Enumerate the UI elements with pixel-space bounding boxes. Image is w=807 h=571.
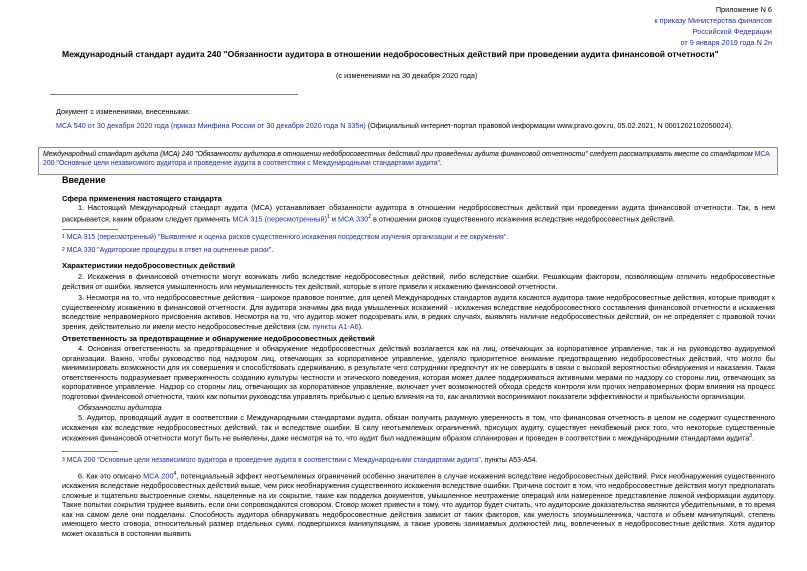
footnote-2 <box>62 248 273 255</box>
fn3-ref[interactable]: 3 <box>749 433 753 440</box>
p5-text-a: 5. Аудитор, проводящий аудит в соответствии с Международными стандартами аудита, обязан получить разумную уверенность в том, что финансовая отчетность в целом не содержит существенного искажения как вследствие недобросовестных действий, так и вследствие ошибки. В силу неотъемлемых ограничений, присущих аудиту, существует неизбежный риск того, что некоторые существенные искажения финансовой отчетности могут быть не выявлены, даже несмотря на то, что аудит был надлежащим образом спланирован и проведен в соответствии с международными стандартами аудита <box>62 413 775 443</box>
fn3-mark: 3 <box>62 457 65 463</box>
fn2-link[interactable]: МСА 330 "Аудиторские процедуры в ответ на оцененные риски" <box>66 247 272 254</box>
mca330-link[interactable]: МСА 330 <box>337 214 369 224</box>
paragraph-4: 4. Основная ответственность за предотвращение и обнаружение недобросовестных действий возлагается как на лиц, отвечающих за корпоративное управление, так и на руководство аудируемой организации. Важно, чтобы руководство под надзором лиц, отвечающих за корпоративное управление, уделяло приоритетное внимание предотвращению недобросовестных действий, что могло бы минимизировать возможности для их совершения и способствовать сдерживанию, в результате чего сотрудники предпочтут их не совершать в связи с высокой вероятностью обнаружения и наказания. Такая ответственность подразумевает приверженность созданию культуры честности и этического поведения, которая может далее поддерживаться активными мерами по надзору со стороны лиц, отвечающих за корпоративное управление. Надзор со стороны лиц, отвечающих за корпоративное управление, включает учет возможностей обхода средств контроля или прочих неправомерных форм влияния на процесс подготовки финансовой отчетности, таких как попытки руководства управлять прибылью с целью влияния на то, как аналитики воспринимают показатели эффективности и прибыльности организации. <box>62 344 775 401</box>
section-auditor-duties: Обязанности аудитора <box>78 403 162 412</box>
section-responsibility: Ответственность за предотвращение и обнаружение недобросовестных действий <box>62 334 375 343</box>
section-scope: Сфера применения настоящего стандарта <box>62 194 222 203</box>
changes-order-link[interactable]: (приказ Минфина России от 30 декабря 2020 года N 335н) <box>170 121 366 130</box>
fn1-mark: 1 <box>62 234 65 240</box>
section-characteristics: Характеристики недобросовестных действий <box>62 261 236 270</box>
footnote-1 <box>62 235 508 242</box>
page-title: Международный стандарт аудита 240 "Обязанности аудитора в отношении недобросовестных действий при проведении аудита финансовой отчетности" <box>62 49 719 59</box>
section-introduction: Введение <box>62 175 106 185</box>
p3-text-a: 3. Несмотря на то, что недобросовестные действия - широкое правовое понятие, для целей Международных стандартов аудита касаются аудитора такие недобросовестные действия, которые приводят к существенному искажению в финансовой отчетности. Для аудитора значимы два вида умышленных искажений - искажения вследствие недобросовестного составления финансовой отчетности и искажения вследствие неправомерного присвоения активов. Несмотря на то, что аудитор может подозревать или, в редких случаях, выявлять наличие недобросовестных действий, он не определяет с правовой точки зрения, действительно ли имели место недобросовестные действия (см. <box>62 293 775 331</box>
note-mca200-link[interactable]: МСА 200 "Основные цели независимого аудитора и проведение аудита в соответствии с Международными стандартами аудита" <box>43 151 770 167</box>
footnote-3 <box>62 458 537 465</box>
paragraph-2: 2. Искажения в финансовой отчетности могут возникать либо вследствие недобросовестных действий, либо вследствие ошибки. Решающим фактором, позволяющим отличить недобросовестные действия от ошибки, является умышленность или неумышленность тех действий, которые в итоге привели к искажению финансовой отчетности. <box>62 272 775 291</box>
p6-text-b: , потенциальный эффект неотъемлемых ограничений особенно значителен в случае искажения вследствие недобросовестных действий. Риск необнаружения существенного искажения вследствие недобросовестных действий выше, чем риск необнаружения существенного искажения вследствие ошибки. Причина состоит в том, что недобросовестные действия могут предполагать сложные и тщательно выстроенные схемы, нацеленные на их сокрытие, такие как подделка документов, умышленное неотражение операций или намеренное представление ложной информации аудитору. Такие попытки сокрытия труднее выявить, если они сопровождаются сговором. Сговор может привести к тому, что аудитор будет считать, что аудиторские доказательства являются убедительными, в то время как на самом деле они подделаны. Способность аудитора обнаруживать недобросовестные действия зависит от таких факторов, как умелость злоумышленника, частота и объем манипуляций, степень имеющего место сговора, относительный размер отдельных сумм, подвергшихся манипуляциям, а также уровень занимаемых должностей лиц, вовлеченных в недобросовестные действия. Хотя аудитор может оказаться в состоянии выявить <box>62 471 775 538</box>
changes-doc-link[interactable]: МСА 540 от 30 декабря 2020 года <box>56 121 169 130</box>
fn4-ref[interactable]: 4 <box>173 471 177 477</box>
p5-text-b: . <box>752 433 755 443</box>
fn2-end: . <box>271 247 274 254</box>
p1-text-c: в отношении рисков существенного искажения вследствие недобросовестных действий. <box>370 214 675 224</box>
fn1-end: . <box>506 234 509 241</box>
p6-mca200-link[interactable]: МСА 200 <box>143 471 174 481</box>
paragraph-3 <box>62 293 775 331</box>
note-prefix: Международный стандарт аудита (МСА) 240 "Обязанности аудитора в отношении недобросовестных действий при проведении аудита финансовой отчетности" следует рассматривать вместе со стандартом <box>43 151 753 158</box>
note-text <box>43 151 773 169</box>
p6-text-a: 6. Как это описано <box>78 471 141 481</box>
paragraph-5 <box>62 413 775 443</box>
paragraph-1 <box>62 203 775 224</box>
mca315-link[interactable]: МСА 315 (пересмотренный) <box>232 214 328 224</box>
appendix-ministry-link[interactable]: Российской Федерации <box>692 27 772 36</box>
changes-portal-text: (Официальный интернет-портал правовой информации www.pravo.gov.ru, 05.02.2021, N 0001202102050024). <box>367 121 734 130</box>
paragraph-6 <box>62 470 775 566</box>
footnote-divider <box>62 229 118 230</box>
changes-label: Документ с изменениями, внесенными: <box>56 107 190 116</box>
fn1-ref[interactable]: 1 <box>327 213 330 220</box>
fn3-text: , пункты А53-А54. <box>480 457 538 464</box>
p1-text-a: 1. Настоящий Международный стандарт аудита (МСА) устанавливает обязанности аудитора в отношении недобросовестных действий при проведении аудита финансовой отчетности. Так, в нем раскрывается, каким образом следует применять <box>62 203 775 224</box>
note-suffix: . <box>440 159 442 167</box>
appendix-number: Приложение N 6 <box>715 5 772 14</box>
appendix-date-link[interactable]: от 9 января 2019 года N 2н <box>680 38 772 47</box>
divider <box>50 94 298 95</box>
p1-text-b: и <box>329 214 336 224</box>
fn3-link[interactable]: МСА 200 "Основные цели независимого аудитора и проведение аудита в соответствии с Международными стандартами аудита" <box>66 457 481 464</box>
page-subtitle: (с изменениями на 30 декабря 2020 года) <box>336 71 478 80</box>
changes-line <box>56 122 733 129</box>
footnote-divider-2 <box>62 451 118 452</box>
appendix-order-link[interactable]: к приказу Министерства финансов <box>654 16 772 25</box>
fn2-mark: 2 <box>62 247 65 253</box>
fn1-link[interactable]: МСА 315 (пересмотренный) "Выявление и оценка рисков существенного искажения посредством изучения организации и ее окружения" <box>66 234 507 241</box>
fn2-ref[interactable]: 2 <box>368 213 371 220</box>
p3-link[interactable]: пункты А1-А6 <box>312 321 359 331</box>
p3-text-b: ). <box>358 321 364 331</box>
